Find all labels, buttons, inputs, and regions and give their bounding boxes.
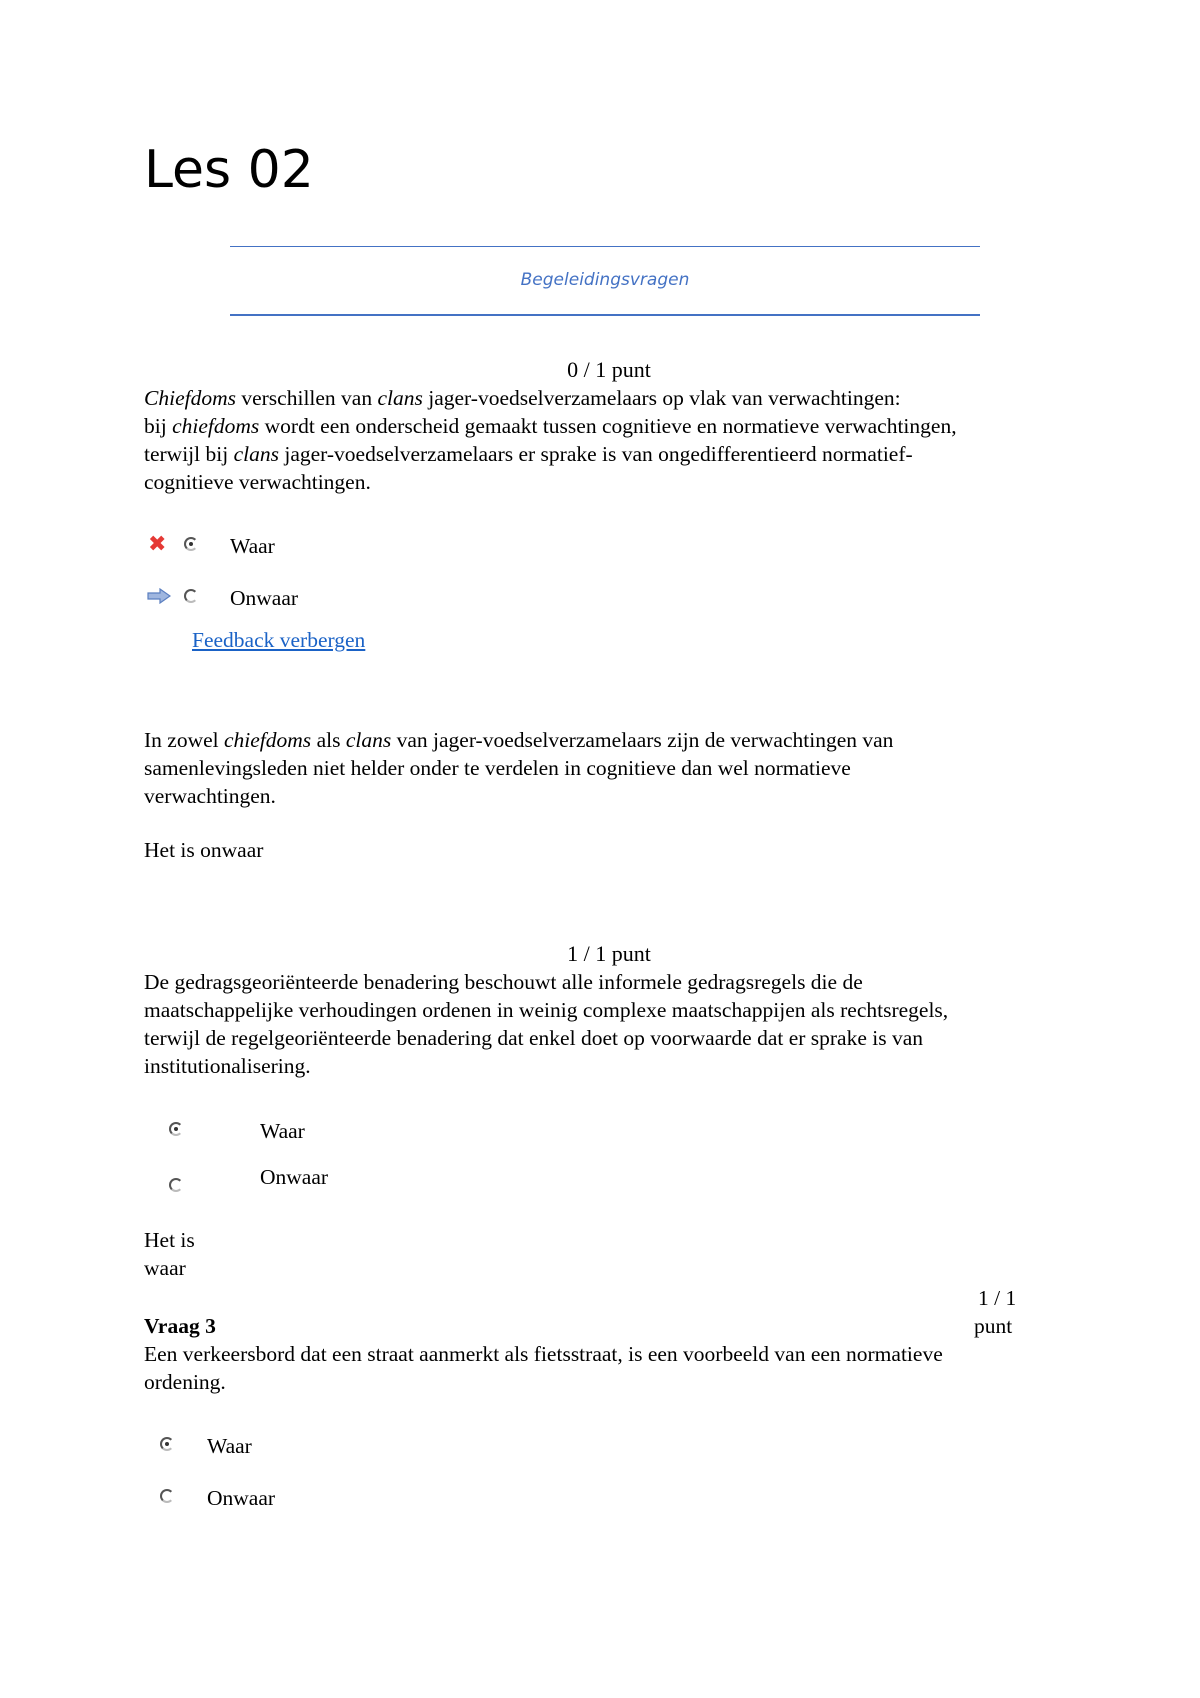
q3-question (144, 1340, 1074, 1396)
q1-question (144, 384, 1074, 496)
q2-line-4: institutionalisering. (144, 1054, 311, 1078)
q1-feedback (144, 726, 1074, 810)
q3-line-2: ordening. (144, 1370, 226, 1394)
q1-option-onwaar: Onwaar (230, 586, 299, 610)
q2-line-3: terwijl de regelgeoriënteerde benadering dat enkel doet op voorwaarde dat er sprake is van (144, 1026, 924, 1050)
q2-radio-waar[interactable] (169, 1122, 183, 1136)
q2-option-onwaar: Onwaar (260, 1165, 329, 1189)
q1-line-3: terwijl bij clans jager-voedselverzamelaars er sprake is van ongedifferentieerd normatief- (144, 442, 913, 466)
q1-option-waar: Waar (230, 534, 275, 558)
page-title: Les 02 (144, 140, 314, 200)
subtitle: Begeleidingsvragen (520, 270, 690, 290)
q3-line-1: Een verkeersbord dat een straat aanmerkt als fietsstraat, is een voorbeeld van een normatieve (144, 1342, 943, 1366)
q3-radio-waar[interactable] (160, 1437, 174, 1451)
q1-feedback-line-3: verwachtingen. (144, 784, 276, 808)
q1-radio-waar[interactable] (184, 537, 198, 551)
q1-answer: Het is onwaar (144, 838, 264, 862)
q1-points: 0 / 1 punt (567, 357, 651, 382)
q3-points-line-1: 1 / 1 (978, 1286, 1017, 1310)
q3-option-waar: Waar (207, 1434, 252, 1458)
q3-points-line-2: punt (974, 1314, 1013, 1338)
q2-points: 1 / 1 punt (567, 941, 651, 966)
q1-feedback-line-1: In zowel chiefdoms als clans van jager-voedselverzamelaars zijn de verwachtingen van (144, 728, 894, 752)
bottom-rule (230, 314, 980, 316)
q2-question (144, 968, 1074, 1080)
q2-line-1: De gedragsgeoriënteerde benadering beschouwt alle informele gedragsregels die de (144, 970, 863, 994)
q3-radio-onwaar[interactable] (160, 1489, 174, 1503)
q1-line-1: Chiefdoms verschillen van clans jager-voedselverzamelaars op vlak van verwachtingen: (144, 386, 901, 410)
q1-line-4: cognitieve verwachtingen. (144, 470, 371, 494)
feedback-toggle-link[interactable]: Feedback verbergen (192, 628, 366, 652)
q2-line-2: maatschappelijke verhoudingen ordenen in weinig complexe maatschappijen als rechtsregels, (144, 998, 949, 1022)
q3-label: Vraag 3 (144, 1314, 216, 1338)
q1-line-2: bij chiefdoms wordt een onderscheid gemaakt tussen cognitieve en normatieve verwachtingen, (144, 414, 957, 438)
q2-option-waar: Waar (260, 1119, 305, 1143)
correct-answer-arrow-icon (147, 588, 171, 604)
incorrect-x-icon: ✖ (148, 532, 167, 557)
q2-answer (144, 1226, 264, 1282)
q2-answer-line-1: Het is (144, 1228, 195, 1252)
top-rule (230, 246, 980, 247)
q2-answer-line-2: waar (144, 1256, 186, 1280)
q3-option-onwaar: Onwaar (207, 1486, 276, 1510)
q1-feedback-line-2: samenlevingsleden niet helder onder te verdelen in cognitieve dan wel normatieve (144, 756, 851, 780)
q2-radio-onwaar[interactable] (169, 1178, 183, 1192)
q1-radio-onwaar[interactable] (184, 589, 198, 603)
